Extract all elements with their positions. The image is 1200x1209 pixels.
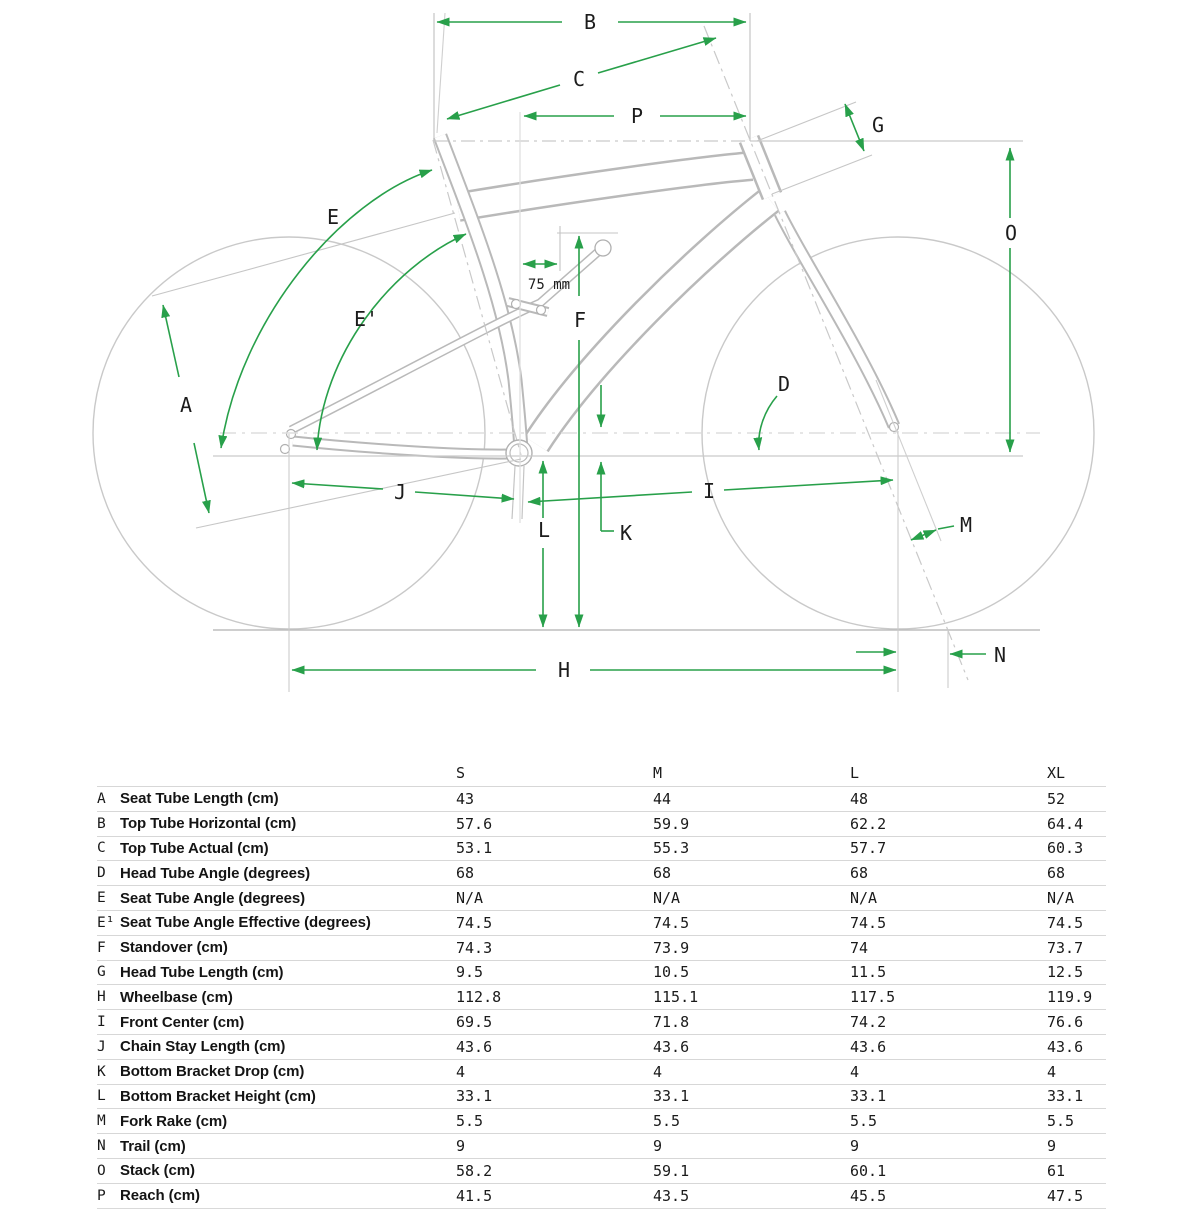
table-row [97, 1084, 1106, 1109]
label-d: D [777, 372, 791, 396]
value-l: 9 [850, 1137, 860, 1156]
table-row [97, 1183, 1106, 1208]
row-letter: K [97, 1063, 106, 1080]
value-s: 41.5 [456, 1186, 493, 1205]
value-s: 69.5 [456, 1013, 493, 1032]
row-name: Seat Tube Angle Effective (degrees) [120, 914, 371, 932]
value-l: 4 [850, 1062, 860, 1081]
table-row [97, 1158, 1106, 1183]
value-l: 11.5 [850, 963, 887, 982]
row-letter: O [97, 1162, 106, 1179]
dim-head-tube-length [845, 104, 864, 151]
row-name: Seat Tube Angle (degrees) [120, 889, 306, 907]
column-header-xl: XL [1047, 763, 1066, 782]
table-row [97, 836, 1106, 861]
row-name: Bottom Bracket Height (cm) [120, 1087, 316, 1105]
value-l: 74.5 [850, 913, 887, 932]
row-name: Fork Rake (cm) [120, 1112, 227, 1130]
label-c: C [572, 67, 586, 91]
value-s: 5.5 [456, 1112, 484, 1131]
row-letter: D [97, 865, 106, 882]
row-name: Head Tube Length (cm) [120, 963, 284, 981]
value-m: 74.5 [653, 913, 690, 932]
value-m: 59.9 [653, 814, 690, 833]
value-m: 33.1 [653, 1087, 690, 1106]
value-l: 43.6 [850, 1037, 887, 1056]
value-m: 43.5 [653, 1186, 690, 1205]
seat-mast-extension [437, 13, 445, 133]
value-s: 53.1 [456, 839, 493, 858]
value-l: 62.2 [850, 814, 887, 833]
value-xl: 43.6 [1047, 1037, 1084, 1056]
row-name: Stack (cm) [120, 1162, 195, 1180]
value-l: 60.1 [850, 1161, 887, 1180]
value-xl: 4 [1047, 1062, 1057, 1081]
value-s: N/A [456, 889, 484, 908]
label-b: B [583, 10, 597, 34]
value-l: 33.1 [850, 1087, 887, 1106]
row-letter: A [97, 790, 106, 807]
headtube-bottom-perp [772, 155, 872, 194]
value-xl: 12.5 [1047, 963, 1084, 982]
row-name: Front Center (cm) [120, 1013, 245, 1031]
value-xl: 61 [1047, 1161, 1066, 1180]
table-row [97, 860, 1106, 885]
table-row [97, 1034, 1106, 1059]
value-m: 43.6 [653, 1037, 690, 1056]
geometry-table [97, 759, 1106, 1209]
headtube-top-perp [757, 102, 856, 141]
value-s: 43.6 [456, 1037, 493, 1056]
geometry-table-body [97, 786, 1106, 1208]
row-name: Standover (cm) [120, 939, 228, 957]
value-m: 5.5 [653, 1112, 681, 1131]
value-l: 117.5 [850, 988, 896, 1007]
value-l: 68 [850, 864, 869, 883]
seatstay-pivot [595, 240, 611, 256]
value-m: 9 [653, 1137, 663, 1156]
table-row [97, 811, 1106, 836]
value-xl: 47.5 [1047, 1186, 1084, 1205]
value-xl: 74.5 [1047, 913, 1084, 932]
row-letter: M [97, 1113, 106, 1130]
value-xl: 60.3 [1047, 839, 1084, 858]
table-row [97, 935, 1106, 960]
toptube-centerline-ext [152, 213, 455, 296]
label-m: M [960, 513, 973, 537]
value-l: 57.7 [850, 839, 887, 858]
fork-rake-parallel [876, 380, 941, 541]
label-n: N [994, 643, 1007, 667]
value-l: 45.5 [850, 1186, 887, 1205]
rocker-bolt [537, 306, 546, 315]
value-s: 74.5 [456, 913, 493, 932]
value-m: 68 [653, 864, 672, 883]
value-s: 74.3 [456, 938, 493, 957]
row-name: Seat Tube Length (cm) [120, 790, 279, 808]
row-name: Wheelbase (cm) [120, 988, 233, 1006]
row-name: Chain Stay Length (cm) [120, 1038, 286, 1056]
row-letter: G [97, 964, 106, 981]
bb-perp-ext [196, 459, 521, 528]
table-row [97, 885, 1106, 910]
table-row [97, 1133, 1106, 1158]
label-o: O [1004, 221, 1018, 245]
label-k: K [620, 521, 633, 545]
column-header-s: S [456, 763, 466, 782]
value-m: 55.3 [653, 839, 690, 858]
value-xl: 119.9 [1047, 988, 1093, 1007]
row-name: Reach (cm) [120, 1187, 200, 1205]
value-s: 4 [456, 1062, 466, 1081]
row-letter: H [97, 989, 106, 1006]
rear-dropout [287, 430, 296, 439]
label-l: L [537, 518, 551, 542]
value-s: 58.2 [456, 1161, 493, 1180]
value-s: 43 [456, 789, 475, 808]
row-letter: E¹ [97, 914, 115, 931]
value-s: 33.1 [456, 1087, 493, 1106]
value-l: N/A [850, 889, 878, 908]
steering-axis-line [704, 26, 968, 680]
row-name: Head Tube Angle (degrees) [120, 864, 311, 882]
column-header-m: M [653, 763, 663, 782]
value-m: 71.8 [653, 1013, 690, 1032]
table-row [97, 910, 1106, 935]
row-letter: I [97, 1014, 106, 1031]
table-row [97, 1059, 1106, 1084]
table-row [97, 1108, 1106, 1133]
table-header-row [97, 759, 1106, 786]
row-letter: C [97, 840, 106, 857]
label-e-prime: E' [353, 307, 379, 331]
value-xl: 5.5 [1047, 1112, 1075, 1131]
table-row [97, 1009, 1106, 1034]
row-name: Bottom Bracket Drop (cm) [120, 1063, 305, 1081]
value-m: 73.9 [653, 938, 690, 957]
value-s: 57.6 [456, 814, 493, 833]
column-header-l: L [850, 763, 860, 782]
value-xl: 73.7 [1047, 938, 1084, 957]
row-letter: F [97, 939, 106, 956]
dim-head-tube-angle [759, 396, 777, 450]
label-a: A [179, 393, 193, 417]
value-s: 112.8 [456, 988, 502, 1007]
value-m: N/A [653, 889, 681, 908]
value-l: 74 [850, 938, 869, 957]
value-xl: 76.6 [1047, 1013, 1084, 1032]
row-name: Top Tube Horizontal (cm) [120, 815, 297, 833]
row-letter: J [97, 1038, 106, 1055]
value-xl: 52 [1047, 789, 1066, 808]
dim-bb-drop [601, 385, 614, 531]
value-m: 44 [653, 789, 672, 808]
label-h: H [557, 658, 571, 682]
row-letter: N [97, 1138, 106, 1155]
value-l: 5.5 [850, 1112, 878, 1131]
value-l: 48 [850, 789, 869, 808]
value-xl: 9 [1047, 1137, 1057, 1156]
value-xl: N/A [1047, 889, 1075, 908]
value-xl: 68 [1047, 864, 1066, 883]
row-letter: E [97, 890, 106, 907]
rocker-bolt [512, 300, 521, 309]
dim-trail [856, 652, 986, 654]
label-g: G [871, 113, 885, 137]
label-j: J [393, 480, 407, 504]
row-name: Top Tube Actual (cm) [120, 839, 269, 857]
value-m: 4 [653, 1062, 663, 1081]
label-i: I [702, 479, 716, 503]
value-s: 9 [456, 1137, 466, 1156]
value-xl: 64.4 [1047, 814, 1084, 833]
value-s: 9.5 [456, 963, 484, 982]
table-row [97, 786, 1106, 811]
label-f: F [573, 308, 587, 332]
dim-fork-rake [911, 526, 954, 540]
table-row [97, 984, 1106, 1009]
label-75mm: 75 mm [527, 277, 571, 293]
value-s: 68 [456, 864, 475, 883]
value-m: 115.1 [653, 988, 699, 1007]
value-l: 74.2 [850, 1013, 887, 1032]
value-xl: 33.1 [1047, 1087, 1084, 1106]
value-m: 10.5 [653, 963, 690, 982]
label-p: P [630, 104, 644, 128]
row-name: Trail (cm) [120, 1137, 186, 1155]
table-row [97, 960, 1106, 985]
value-m: 59.1 [653, 1161, 690, 1180]
label-e: E [326, 205, 340, 229]
row-letter: B [97, 815, 106, 832]
row-letter: L [97, 1088, 106, 1105]
row-letter: P [97, 1187, 106, 1204]
